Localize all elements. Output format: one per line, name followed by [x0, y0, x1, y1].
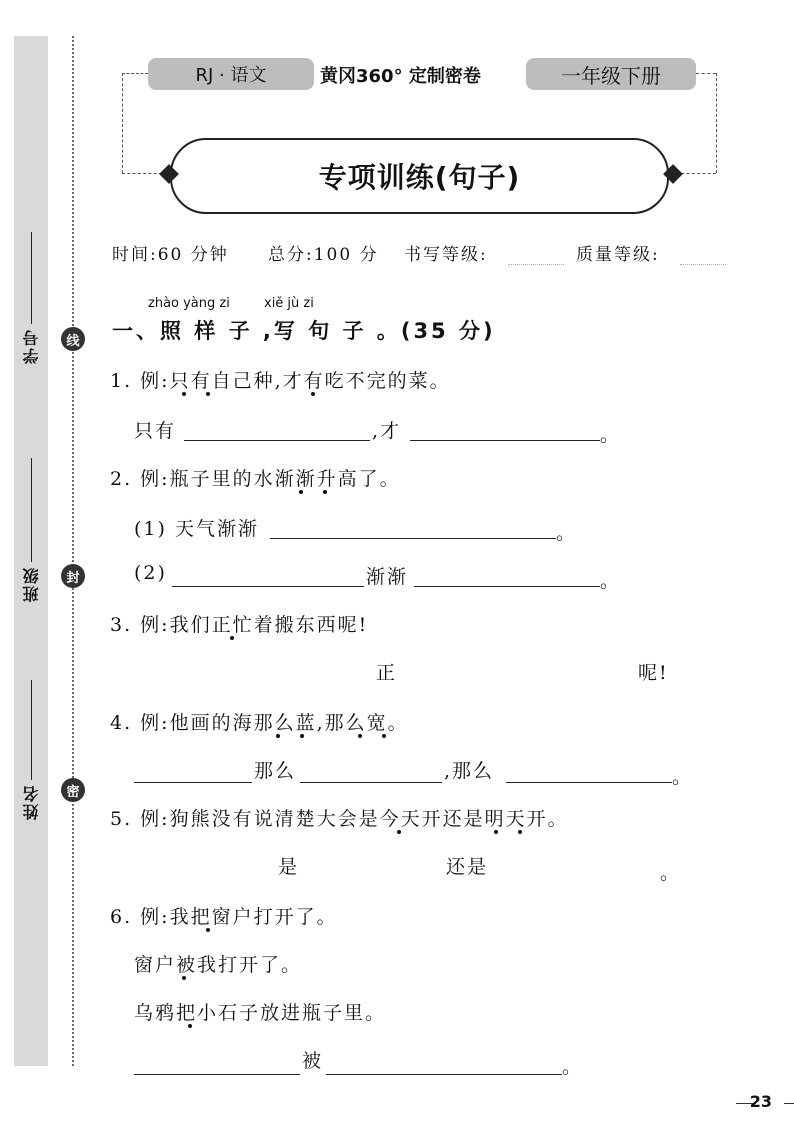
header-dash-left-top: [122, 73, 148, 74]
header-dash-right-top: [696, 73, 716, 74]
pinyin-xiejuzi: xiě jù zi: [264, 296, 314, 311]
emphasis-dot: [188, 1024, 192, 1028]
name-line: [31, 680, 32, 780]
emphasis-dot: [182, 392, 186, 396]
q1-mid: ,才: [372, 420, 402, 442]
q4-example: 4. 例:他画的海那么蓝,那么宽。: [110, 712, 409, 734]
q2-item2-end: 。: [600, 570, 622, 592]
q6-blank-2[interactable]: [326, 1074, 562, 1075]
emphasis-dot: [182, 976, 186, 980]
q6-blank-1[interactable]: [134, 1074, 300, 1075]
q6-prompt: 乌鸦把小石子放进瓶子里。: [134, 1002, 387, 1024]
emphasis-dot: [382, 734, 386, 738]
page-number: 23: [749, 1092, 772, 1111]
q4-mid1: 那么: [254, 760, 297, 782]
header-dash-right-vert: [716, 73, 717, 173]
q2-item1-end: 。: [556, 522, 578, 544]
emphasis-dot: [206, 392, 210, 396]
q2-blank-2[interactable]: [172, 586, 364, 587]
q2-item2-mid: 渐渐: [366, 566, 409, 588]
q2-item2-prefix: (2): [134, 562, 167, 584]
q5-end: 。: [660, 862, 682, 884]
writing-grade-blank[interactable]: [508, 264, 564, 265]
name-label: 姓名: [21, 784, 41, 820]
q4-blank-3[interactable]: [506, 782, 672, 783]
total-score-label: 总分:100 分: [268, 245, 379, 265]
q5-mid1: 是: [278, 856, 300, 878]
header-dash-left-vert: [122, 73, 123, 173]
emphasis-dot: [300, 734, 304, 738]
emphasis-dot: [494, 830, 498, 834]
name-field[interactable]: [16, 680, 46, 820]
q1-prefix: 只有: [134, 420, 177, 442]
q5-mid2: 还是: [446, 856, 489, 878]
emphasis-dot: [323, 490, 327, 494]
q1-blank-2[interactable]: [410, 440, 600, 441]
time-label: 时间:60 分钟: [112, 245, 229, 265]
cut-mark-line: 线: [61, 327, 85, 351]
header-dash-left-bottom: [122, 173, 162, 174]
class-field[interactable]: [16, 458, 46, 602]
series-name: 黄冈360° 定制密卷: [320, 66, 481, 87]
student-id-field[interactable]: [16, 232, 46, 364]
quality-grade-blank[interactable]: [680, 264, 726, 265]
cut-line: [72, 36, 74, 1066]
student-id-line: [31, 232, 32, 324]
emphasis-dot: [206, 928, 210, 932]
grade-badge: 一年级下册: [526, 58, 696, 90]
q1-blank-1[interactable]: [184, 440, 370, 441]
pinyin-zhaoyangzi: zhào yàng zi: [148, 296, 230, 311]
cut-mark-seal: 封: [61, 564, 85, 588]
emphasis-dot: [358, 734, 362, 738]
emphasis-dot: [518, 830, 522, 834]
subject-badge: RJ · 语文: [148, 58, 314, 90]
q4-end: 。: [672, 766, 694, 788]
emphasis-dot: [311, 392, 315, 396]
page-number-rule-right: [784, 1103, 794, 1104]
q1-end: 。: [600, 424, 622, 446]
q4-blank-2[interactable]: [300, 782, 442, 783]
q2-item1-prefix: (1) 天气渐渐: [134, 518, 259, 540]
q3-example: 3. 例:我们正忙着搬东西呢!: [110, 614, 369, 636]
quality-grade-label: 质量等级:: [576, 245, 660, 265]
q3-mid: 正: [376, 662, 398, 684]
emphasis-dot: [397, 830, 401, 834]
q6-example: 6. 例:我把窗户打开了。: [110, 906, 338, 928]
class-label: 班级: [21, 566, 41, 602]
emphasis-dot: [299, 490, 303, 494]
student-id-label: 学号: [21, 328, 41, 364]
q2-blank-3[interactable]: [414, 586, 600, 587]
writing-grade-label: 书写等级:: [404, 245, 488, 265]
q1-example: 1. 例:只有自己种,才有吃不完的菜。: [110, 370, 451, 392]
q6-example-transformed: 窗户被我打开了。: [134, 954, 303, 976]
page-title: 专项训练(句子): [170, 138, 669, 214]
q6-end: 。: [562, 1056, 584, 1078]
q3-end: 呢!: [638, 662, 669, 684]
q2-blank-1[interactable]: [270, 538, 556, 539]
emphasis-dot: [230, 636, 234, 640]
section-title: 一、照 样 子 ,写 句 子 。(35 分): [112, 319, 496, 343]
q4-mid2: ,那么: [444, 760, 495, 782]
q6-mid: 被: [302, 1050, 324, 1072]
cut-mark-secret: 密: [61, 778, 85, 802]
q4-blank-1[interactable]: [134, 782, 252, 783]
q5-example: 5. 例:狗熊没有说清楚大会是今天开还是明天开。: [110, 808, 569, 830]
q2-example: 2. 例:瓶子里的水渐渐升高了。: [110, 468, 401, 490]
emphasis-dot: [276, 734, 280, 738]
class-line: [31, 458, 32, 562]
